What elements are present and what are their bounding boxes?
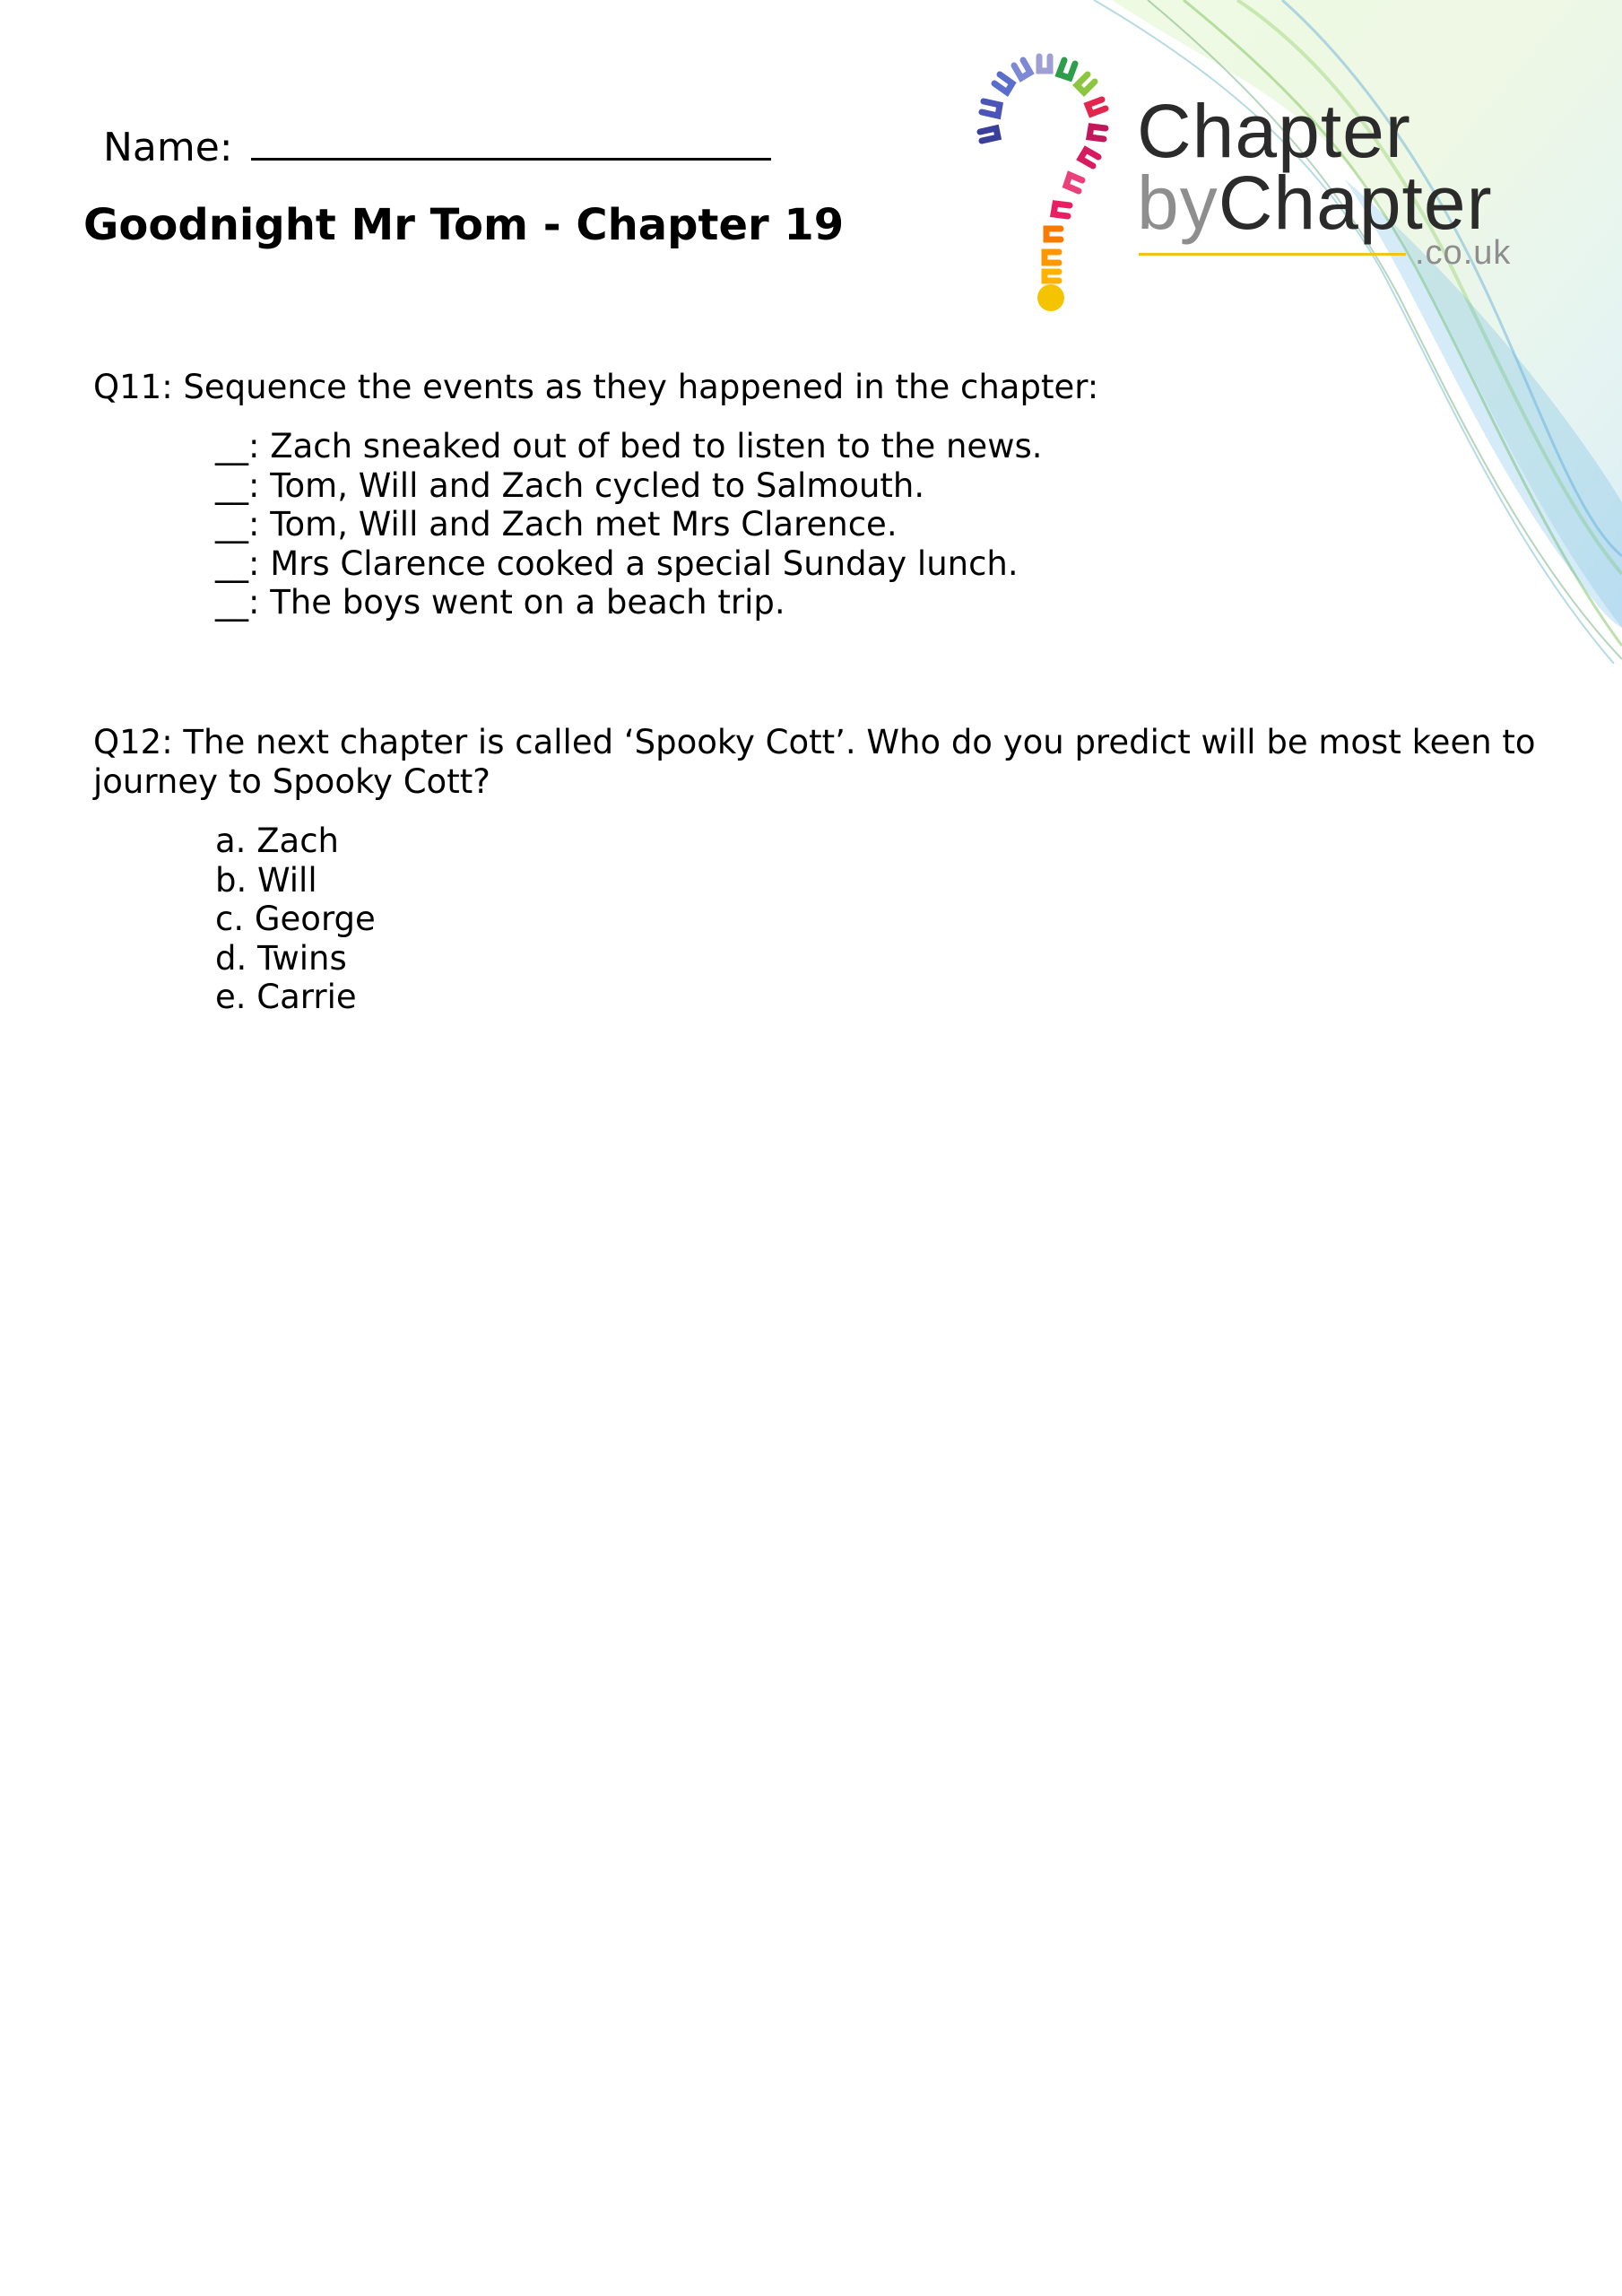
question-12-text: Q12: The next chapter is called ‘Spooky Cott’. Who do you predict will be most keen to journey to Spooky Cott? [93,723,1536,801]
logo-underline [1139,253,1406,256]
answer-option: c. George [215,900,376,938]
logo-mark-icon [964,49,1116,314]
name-label: Name: [103,125,233,170]
question-11-list [215,427,1043,622]
sequence-item: __: Mrs Clarence cooked a special Sunday lunch. [215,544,1019,583]
answer-option: a. Zach [215,822,340,860]
logo-text-chapter: Chapter [1137,89,1411,173]
name-blank-line[interactable] [251,118,771,161]
answer-option: d. Twins [215,938,347,978]
sequence-item: __: Tom, Will and Zach cycled to Salmouth. [215,465,925,505]
question-11-text: Q11: Sequence the events as they happened in the chapter: [93,368,1099,406]
logo-text-tld: .co.uk [1415,234,1512,272]
logo-text-bychapter [1137,161,1493,245]
name-row [103,118,771,170]
sequence-item: __: Zach sneaked out of bed to listen to the news. [215,427,1043,465]
sequence-item: __: The boys went on a beach trip. [215,583,785,622]
page-title: Goodnight Mr Tom - Chapter 19 [83,200,845,250]
logo-text-chapter-2: Chapter [1218,161,1493,245]
sequence-item: __: Tom, Will and Zach met Mrs Clarence. [215,505,898,544]
answer-option: b. Will [215,860,317,900]
question-12-options [215,822,376,1017]
logo-text-by: by [1137,161,1219,245]
answer-option: e. Carrie [215,978,357,1016]
